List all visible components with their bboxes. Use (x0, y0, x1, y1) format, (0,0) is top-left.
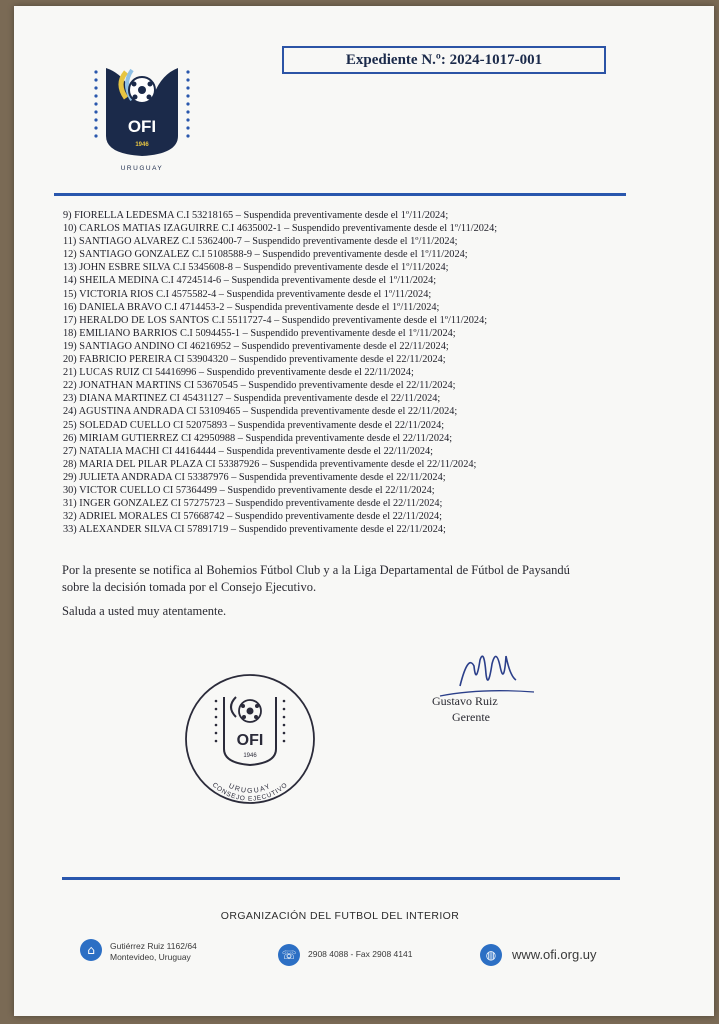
suspension-list (63, 209, 663, 536)
notification-paragraph: Por la presente se notifica al Bohemios Fútbol Club y a la Liga Departamental de Fútbol de Paysandú sobre la decisión tomada por el Consejo Ejecutivo. (62, 563, 570, 594)
list-item: 20) FABRICIO PEREIRA CI 53904320 – Suspendido preventivamente desde el 22/11/2024; (63, 354, 446, 366)
list-item: 12) SANTIAGO GONZALEZ C.I 5108588-9 – Suspendido preventivamente desde el 1º/11/2024; (63, 249, 468, 261)
list-item: 11) SANTIAGO ALVAREZ C.I 5362400-7 – Suspendido preventivamente desde el 1º/11/2024; (63, 236, 458, 248)
ofi-logo (92, 64, 192, 176)
list-item: 16) DANIELA BRAVO C.I 4714453-2 – Suspendida preventivamente desde el 1º/11/2024; (63, 301, 440, 313)
list-item: 30) VICTOR CUELLO CI 57364499 – Suspendido preventivamente desde el 22/11/2024; (63, 484, 435, 496)
globe-icon: ◍ (480, 944, 502, 966)
seal-body: CONSEJO EJECUTIVO (210, 781, 290, 803)
document-page (14, 6, 714, 1016)
list-item: 27) NATALIA MACHI CI 44164444 – Suspendida preventivamente desde el 22/11/2024; (63, 445, 433, 457)
website-link[interactable]: www.ofi.org.uy (512, 947, 597, 962)
list-item: 17) HERALDO DE LOS SANTOS C.I 5511727-4 – Suspendido preventivamente desde el 1º/11/2024; (63, 314, 488, 326)
list-item: 26) MIRIAM GUTIERREZ CI 42950988 – Suspendida preventivamente desde el 22/11/2024; (63, 432, 453, 444)
address-line-1: Gutiérrez Ruiz 1162/64 (110, 941, 197, 951)
signer-role: Gerente (452, 710, 490, 724)
list-item: 25) SOLEDAD CUELLO CI 52075893 – Suspendida preventivamente desde el 22/11/2024; (63, 419, 445, 431)
logo-country: URUGUAY (120, 165, 164, 172)
header-divider (54, 193, 626, 196)
list-item: 13) JOHN ESBRE SILVA C.I 5345608-8 – Suspendido preventivamente desde el 1º/11/2024; (63, 262, 449, 274)
list-item: 18) EMILIANO BARRIOS C.I 5094455-1 – Suspendido preventivamente desde el 1º/11/2024; (63, 327, 456, 339)
list-item: 24) AGUSTINA ANDRADA CI 53109465 – Suspendida preventivamente desde el 22/11/2024; (63, 406, 458, 418)
list-item: 29) JULIETA ANDRADA CI 53387976 – Suspendida preventivamente desde el 22/11/2024; (63, 471, 446, 483)
seal-country: URUGUAY (227, 782, 273, 795)
signer-name: Gustavo Ruiz (432, 694, 498, 708)
expediente-number: Expediente N.º: 2024-1017-001 (282, 46, 606, 74)
phone-text: 2908 4088 - Fax 2908 4141 (308, 949, 413, 959)
consejo-ejecutivo-seal (182, 671, 318, 807)
list-item: 10) CARLOS MATIAS IZAGUIRRE C.I 4635002-1 – Suspendido preventivamente desde el 1º/11/2024; (63, 223, 498, 235)
list-item: 23) DIANA MARTINEZ CI 45431127 – Suspendida preventivamente desde el 22/11/2024; (63, 393, 441, 405)
closing-greeting: Saluda a usted muy atentamente. (62, 604, 227, 618)
list-item: 9) FIORELLA LEDESMA C.I 53218165 – Suspendida preventivamente desde el 1º/11/2024; (63, 210, 449, 221)
list-item: 32) ADRIEL MORALES CI 57668742 – Suspendido preventivamente desde el 22/11/2024; (63, 511, 443, 523)
list-item: 14) SHEILA MEDINA C.I 4724514-6 – Suspendida preventivamente desde el 1º/11/2024; (63, 275, 437, 287)
list-item: 28) MARIA DEL PILAR PLAZA CI 53387926 – Suspendida preventivamente desde el 22/11/2024; (63, 458, 477, 470)
list-item: 22) JONATHAN MARTINS CI 53670545 – Suspendido preventivamente desde el 22/11/2024; (63, 380, 456, 392)
footer-divider (62, 877, 620, 880)
logo-year: 1946 (135, 142, 149, 148)
list-item: 21) LUCAS RUIZ CI 54416996 – Suspendido preventivamente desde el 22/11/2024; (63, 367, 414, 379)
logo-text: OFI (127, 117, 157, 136)
list-item: 31) INGER GONZALEZ CI 57275723 – Suspendido preventivamente desde el 22/11/2024; (63, 498, 443, 510)
svg-text:URUGUAY (227, 783, 272, 795)
seal-text: OFI (236, 732, 264, 749)
seal-year: 1946 (243, 753, 257, 759)
phone-icon: ☏ (278, 944, 300, 966)
address-line-2: Montevideo, Uruguay (110, 952, 191, 962)
organization-name: ORGANIZACIÓN DEL FUTBOL DEL INTERIOR (220, 910, 460, 922)
list-item: 33) ALEXANDER SILVA CI 57891719 – Suspendido preventivamente desde el 22/11/2024; (63, 524, 446, 536)
home-icon: ⌂ (80, 939, 102, 961)
list-item: 15) VICTORIA RIOS C.I 4575582-4 – Suspendida preventivamente desde el 1º/11/2024; (63, 288, 432, 300)
list-item: 19) SANTIAGO ANDINO CI 46216952 – Suspendido preventivamente desde el 22/11/2024; (63, 340, 449, 352)
